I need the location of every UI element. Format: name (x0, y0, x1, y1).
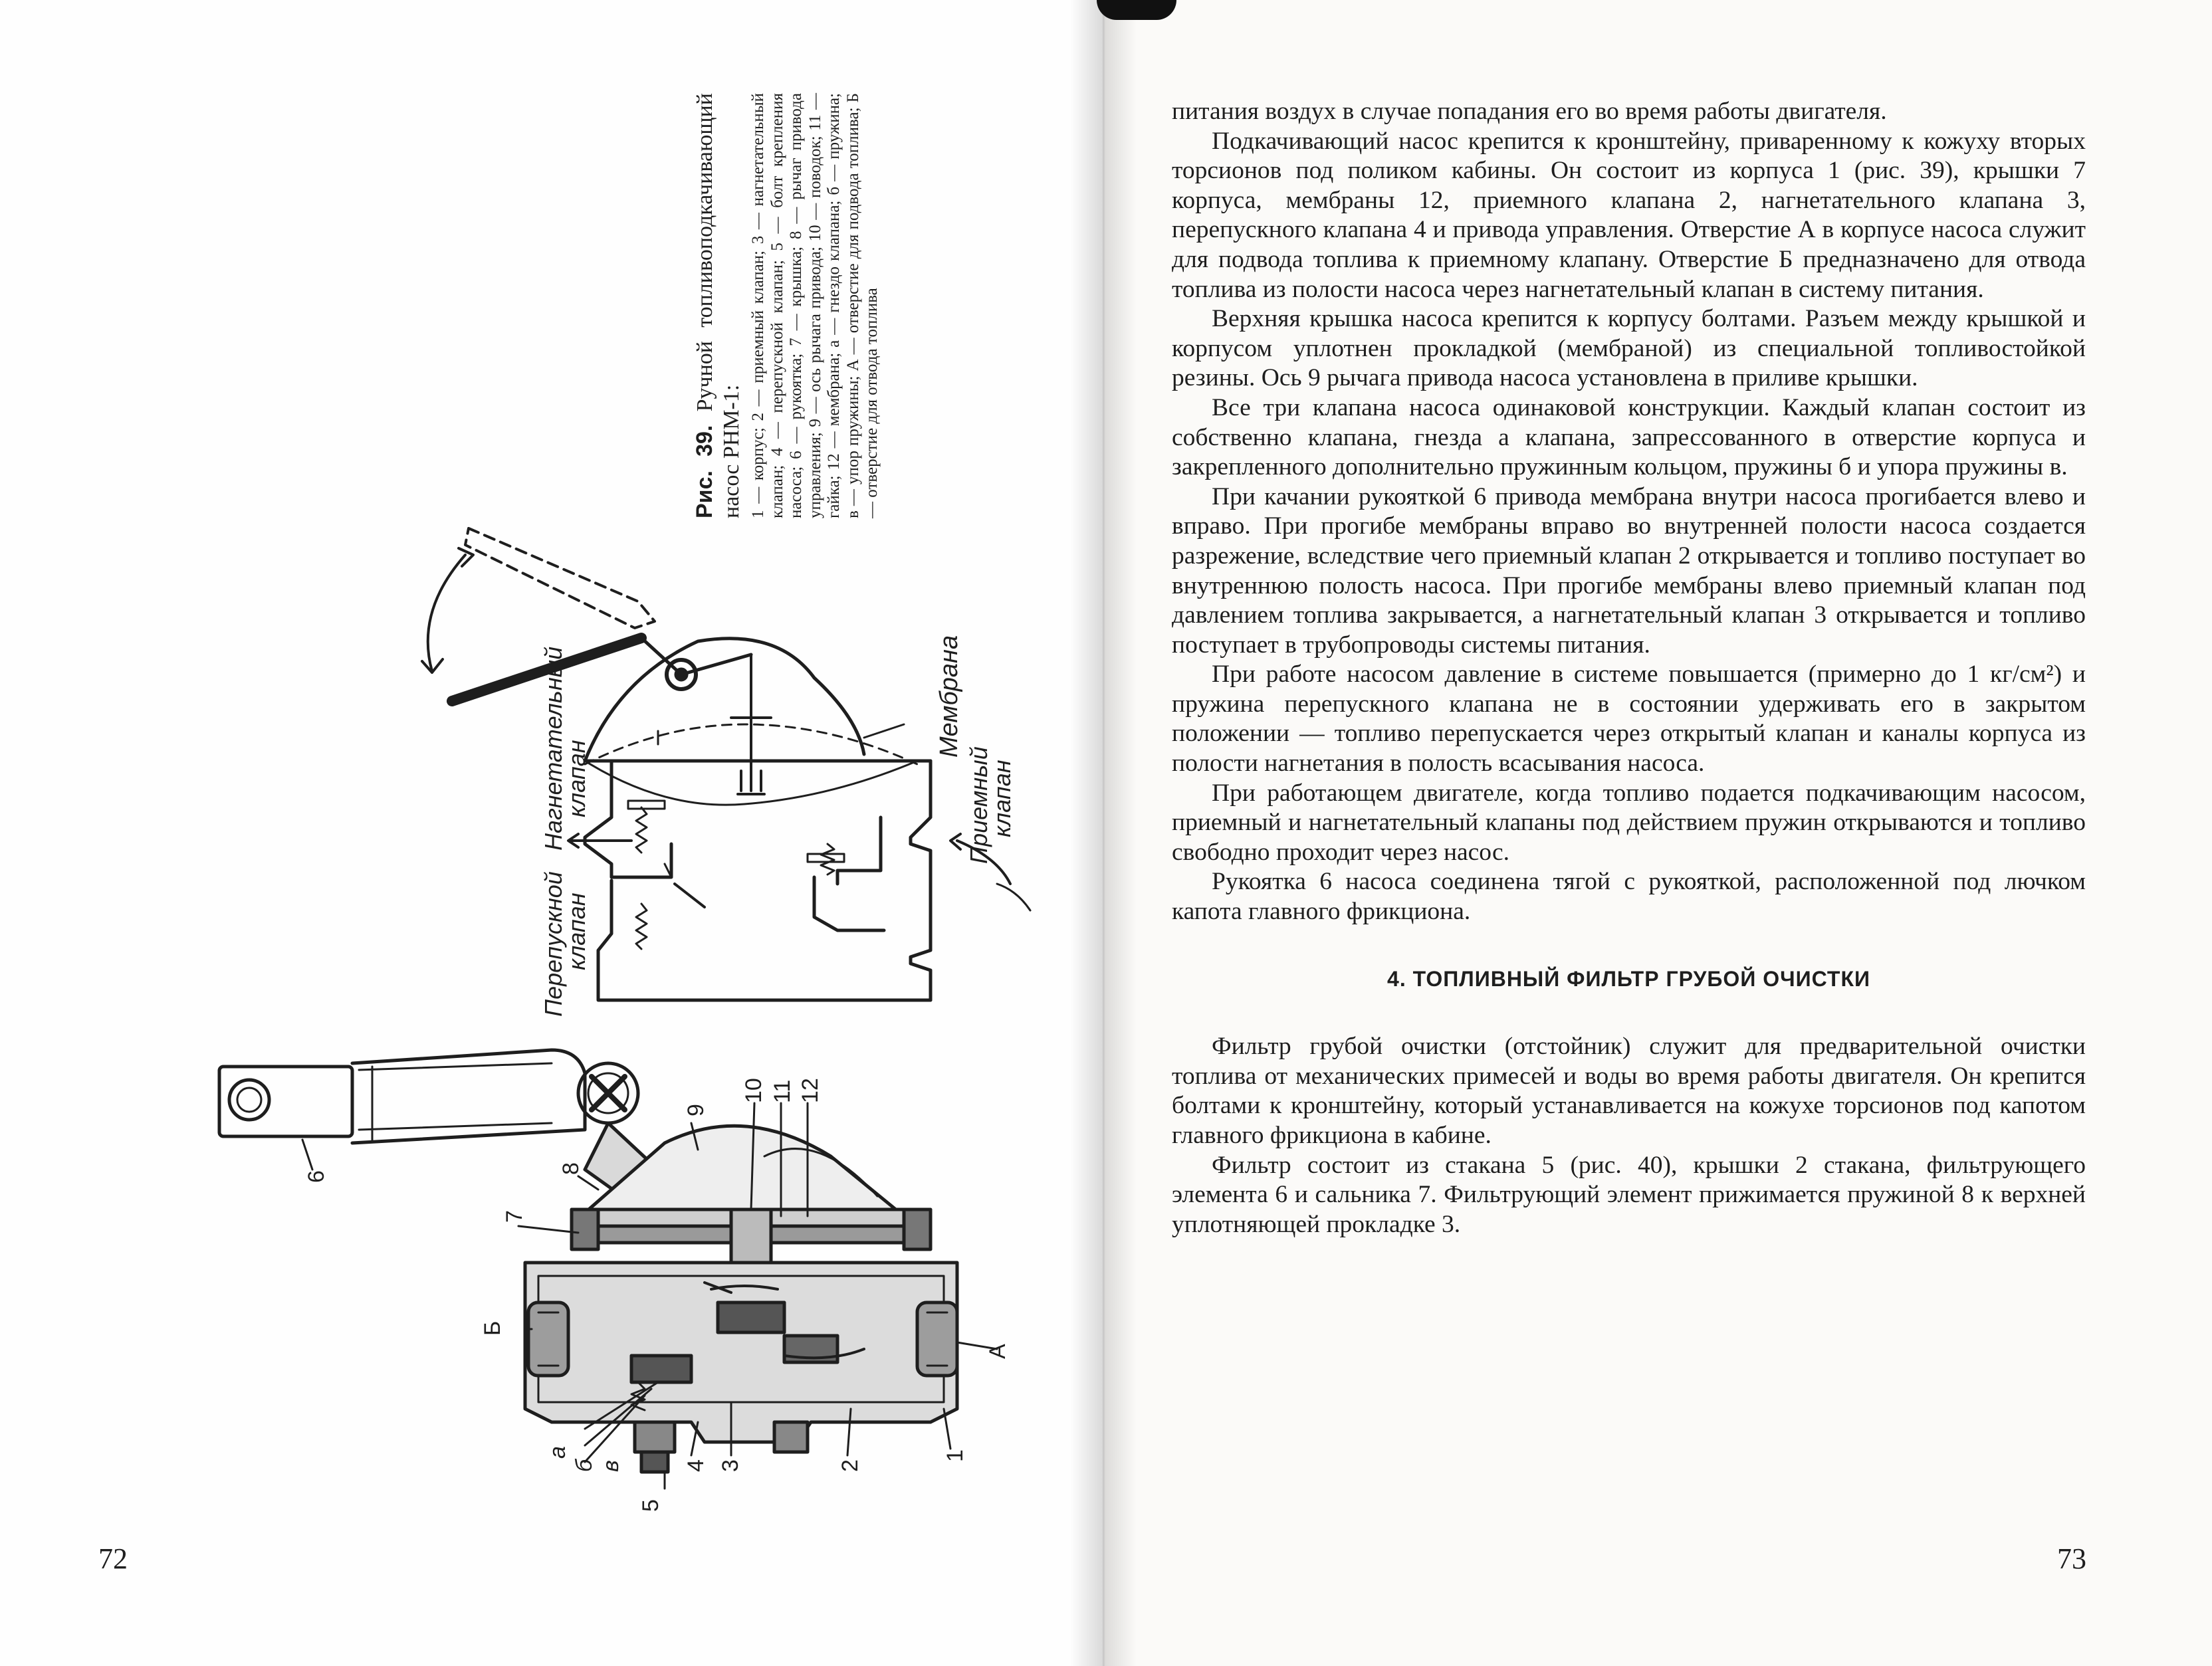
paragraph: При работе насосом давление в системе повышается (примерно до 1 кг/см²) и пружина перепускного клапана не в состоянии удерживать его в закрытом положении — топливо перепускается через открытый клапан и каналы корпуса из полости нагнетания в полость всасывания насоса. (1172, 661, 2086, 778)
part-4: 4 (683, 1459, 709, 1472)
paragraph: При работающем двигателе, когда топливо подается подкачивающим насосом, приемный и нагнетательный клапаны под действием пружин открываются и топливо свободно проходит через насос. (1172, 779, 2086, 866)
label-bypass-valve-line1: Перепускной (540, 871, 567, 1017)
page-number-left: 72 (98, 1542, 128, 1575)
left-page (0, 0, 1103, 1666)
paragraph: Все три клапана насоса одинаковой конструкции. Каждый клапан состоит из собственно клапана, гнезда а клапана, запрессованного в отверстие корпуса и закрепленного дополнительно пружинным кольцом, пружины б и упора пружины в. (1172, 393, 2086, 481)
caption-title: Ручной топливоподкачивающий насос РНМ-1: (693, 93, 744, 518)
part-6: 6 (304, 1170, 329, 1183)
label-discharge-valve-line1: Нагнетательный (540, 646, 567, 851)
label-intake-valve-line1: Приемный (965, 746, 992, 864)
paragraph: Фильтр состоит из стакана 5 (рис. 40), крышки 2 стакана, фильтрующего элемента 6 и сальника 7. Фильтрующий элемент прижимается пружиной 8 к верхней уплотняющей прокладке 3. (1172, 1151, 2086, 1238)
paragraph: Рукоятка 6 насоса соединена тягой с рукояткой, расположенной под лючком капота главного фрикциона. (1172, 868, 2086, 926)
part-b: б (572, 1459, 597, 1472)
part-B: Б (480, 1320, 505, 1336)
right-page-text (1172, 97, 2086, 1239)
book-gutter (1070, 0, 1137, 1666)
part-1: 1 (942, 1449, 968, 1462)
pump-schematic (422, 528, 1030, 1000)
section-heading: 4. ТОПЛИВНЫЙ ФИЛЬТР ГРУБОЙ ОЧИСТКИ (1387, 966, 1870, 991)
part-A: А (985, 1344, 1010, 1359)
binding-shadow (1097, 0, 1176, 20)
part-8: 8 (558, 1162, 584, 1175)
label-membrane: Мембрана (935, 635, 963, 758)
part-12: 12 (798, 1078, 823, 1103)
page-number-right: 73 (2057, 1542, 2086, 1575)
caption-figure-number: Рис. 39. (692, 425, 717, 518)
paragraph: Верхняя крышка насоса крепится к корпусу болтами. Разъем между крышкой и корпусом уплотнен прокладкой (мембраной) из специальной топливостойкой резины. Ось 9 рычага привода насоса установлена в приливе крышки. (1172, 305, 2086, 392)
label-discharge-valve-line2: клапан (563, 740, 590, 817)
figure-39-drawing (0, 0, 1103, 1666)
part-5: 5 (638, 1499, 663, 1512)
part-3: 3 (718, 1459, 743, 1472)
part-a: а (545, 1446, 570, 1459)
paragraph: питания воздух в случае попадания его во время работы двигателя. (1172, 98, 1887, 125)
part-9: 9 (683, 1104, 709, 1116)
label-bypass-valve-line2: клапан (563, 892, 590, 970)
paragraph: Подкачивающий насос крепится к кронштейну, приваренному к кожуху вторых торсионов под поликом кабины. Он состоит из корпуса 1 (рис. 39), крышки 7 корпуса, мембраны 12, приемного клапана 2, нагнетательного клапана 3, перепускного клапана 4 и привода управления. Отверстие А в корпусе насоса служит для подвода топлива к приемному клапану. Отверстие Б предназначено для отвода топлива из полости насоса через нагнетательный клапан в систему питания. (1172, 127, 2086, 303)
part-11: 11 (770, 1079, 795, 1103)
paragraph: При качании рукояткой 6 привода мембрана внутри насоса прогибается влево и вправо. При прогибе мембраны вправо во внутренней полости насоса создается разрежение, вследствие чего приемный клапан 2 открывается и топливо поступает во внутреннюю полость насоса. При прогибе мембраны влево приемный клапан под давлением топлива закрывается, а нагнетательный клапан 3 открывается и топливо поступает в трубопроводы системы питания. (1172, 482, 2086, 659)
part-7: 7 (502, 1210, 527, 1223)
part-2: 2 (837, 1459, 863, 1472)
caption-body: 1 — корпус; 2 — приемный клапан; 3 — нагнетательный клапан; 4 — перепускной клапан; 5 — болт крепления насоса; 6 — рукоятка; 7 — крышка; 8 — рычаг привода управления; 9 — ось рычага привода; 10 — поводок; 11 — гайка; 12 — мембрана; а — гнездо клапана; б — пружина; в — упор пружины; А — отверстие для подвода топлива; Б — отверстие для отвода топлива (749, 93, 881, 518)
part-10: 10 (741, 1078, 766, 1103)
pump-cross-section (219, 1050, 997, 1489)
part-v: в (598, 1460, 623, 1472)
label-intake-valve-line2: клапан (988, 760, 1016, 837)
paragraph: Фильтр грубой очистки (отстойник) служит для предварительной очистки топлива от механических примесей и воды во время работы двигателя. Он крепится болтами к кронштейну, который устанавливается на кожухе торсионов под капотом главного фрикциона в кабине. (1172, 1033, 2086, 1149)
